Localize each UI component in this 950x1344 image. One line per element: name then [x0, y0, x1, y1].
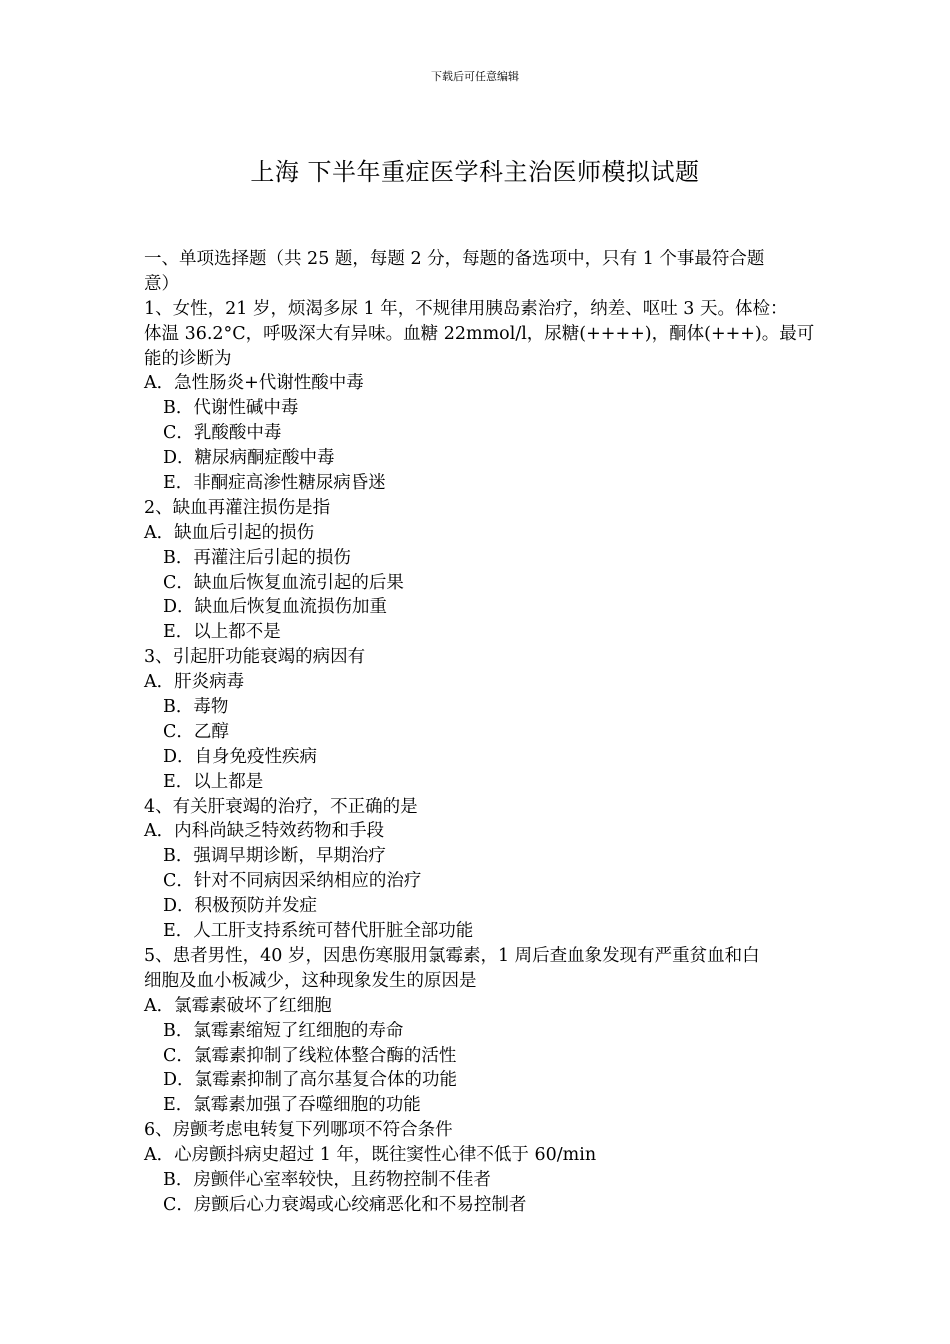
- question-1-option-a: A．急性肠炎+代谢性酸中毒: [144, 373, 364, 394]
- question-4-option-a: A．内科尚缺乏特效药物和手段: [144, 821, 385, 842]
- question-3-option-e: E．以上都是: [163, 771, 264, 792]
- question-3-option-b: B．毒物: [163, 697, 229, 718]
- question-2-option-a: A．缺血后引起的损伤: [144, 522, 315, 543]
- question-6-option-a: A．心房颤抖病史超过 1 年，既往窦性心律不低于 60/min: [144, 1145, 597, 1166]
- question-5-option-c: C．氯霉素抑制了线粒体整合酶的活性: [163, 1045, 457, 1066]
- section-heading-line-1: 一、单项选择题（共 25 题，每题 2 分，每题的备选项中，只有 1 个事最符合题: [144, 249, 765, 269]
- question-5-option-b: B．氯霉素缩短了红细胞的寿命: [163, 1020, 404, 1041]
- question-3-option-d: D．自身免疫性疾病: [163, 746, 318, 767]
- question-5-option-d: D．氯霉素抑制了高尔基复合体的功能: [163, 1070, 458, 1091]
- question-5-option-a: A．氯霉素破坏了红细胞: [144, 995, 332, 1016]
- question-1-stem-line-1: 1、女性，21 岁，烦渴多尿 1 年，不规律用胰岛素治疗，纳差、呕吐 3 天。体检：: [144, 298, 788, 319]
- question-1-option-c: C．乳酸酸中毒: [163, 423, 282, 444]
- question-5-stem-line-1: 5、患者男性，40 岁，因患伤寒服用氯霉素，1 周后查血象发现有严重贫血和白: [144, 945, 760, 966]
- question-2-stem-line-1: 2、缺血再灌注损伤是指: [144, 497, 331, 518]
- question-2-option-b: B．再灌注后引起的损伤: [163, 547, 351, 568]
- section-heading-line-2: 意）: [144, 273, 179, 294]
- question-2-option-c: C．缺血后恢复血流引起的后果: [163, 572, 404, 593]
- document-body: [144, 247, 814, 1218]
- question-2-option-e: E．以上都不是: [163, 622, 281, 643]
- question-6-stem-line-1: 6、房颤考虑电转复下列哪项不符合条件: [144, 1120, 453, 1141]
- header-note: 下载后可任意编辑: [431, 70, 519, 83]
- question-4-stem-line-1: 4、有关肝衰竭的治疗，不正确的是: [144, 796, 418, 817]
- question-4-option-b: B．强调早期诊断，早期治疗: [163, 846, 386, 867]
- question-6-option-b: B．房颤伴心室率较快，且药物控制不佳者: [163, 1169, 491, 1190]
- question-1-option-d: D．糖尿病酮症酸中毒: [163, 448, 335, 469]
- question-4-option-c: C．针对不同病因采纳相应的治疗: [163, 871, 422, 892]
- question-6-option-c: C．房颤后心力衰竭或心绞痛恶化和不易控制者: [163, 1194, 527, 1215]
- question-4-option-d: D．积极预防并发症: [163, 896, 318, 917]
- document-title: 上海 下半年重症医学科主治医师模拟试题: [250, 158, 700, 186]
- question-1-option-b: B．代谢性碱中毒: [163, 398, 299, 419]
- question-2-option-d: D．缺血后恢复血流损伤加重: [163, 597, 388, 618]
- question-1-stem-line-2: 体温 36.2°C，呼吸深大有异味。血糖 22mmol/l，尿糖(++++)，酮体(+++)。最可: [144, 323, 815, 344]
- question-1-option-e: E．非酮症高渗性糖尿病昏迷: [163, 473, 386, 494]
- question-3-option-a: A．肝炎病毒: [144, 672, 245, 693]
- question-5-option-e: E．氯霉素加强了吞噬细胞的功能: [163, 1095, 421, 1116]
- question-5-stem-line-2: 细胞及血小板减少，这种现象发生的原因是: [144, 970, 477, 991]
- question-4-option-e: E．人工肝支持系统可替代肝脏全部功能: [163, 921, 474, 942]
- question-3-option-c: C．乙醇: [163, 721, 229, 742]
- question-3-stem-line-1: 3、引起肝功能衰竭的病因有: [144, 647, 366, 668]
- question-1-stem-line-3: 能的诊断为: [144, 348, 232, 369]
